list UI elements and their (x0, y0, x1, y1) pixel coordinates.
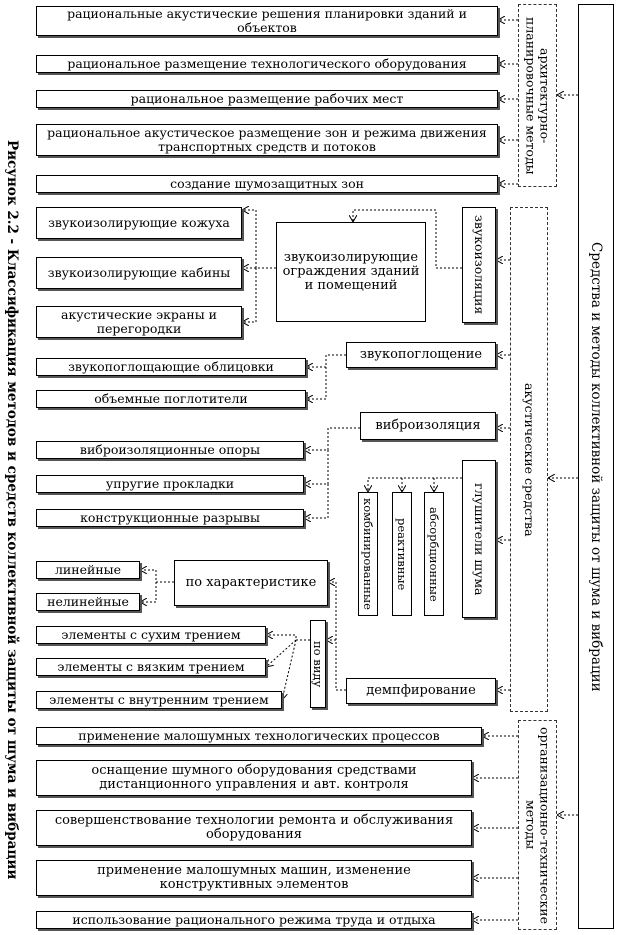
group-organizational-label: организационно-технические методы (523, 726, 553, 924)
soundproofing-label: звукоизоляция (472, 215, 487, 315)
by-characteristic-box: по характеристике (174, 560, 328, 606)
soundproof-item: акустические экраны и перегородки (36, 306, 242, 338)
silencer-type: комбинированные (358, 492, 378, 616)
type-item: элементы с внутренним трением (36, 691, 282, 709)
arch-item: создание шумозащитных зон (36, 175, 498, 193)
org-item: оснащение шумного оборудования средствами дистанционного управления и авт. контроля (36, 760, 472, 796)
silencer-type: абсорбционные (424, 492, 444, 616)
arch-item: рациональное размещение технологического оборудования (36, 55, 498, 73)
silencer-type: реактивные (392, 492, 412, 616)
absorption-item: объемные поглотители (36, 390, 306, 408)
silencers-label: глушители шума (472, 482, 487, 596)
arch-item: рациональное акустическое размещение зон и режима движения транспортных средств и потоков (36, 124, 498, 156)
group-architectural-label: архитектурно-планировочные методы (523, 16, 553, 175)
type-item: элементы с сухим трением (36, 626, 266, 644)
characteristic-item: нелинейные (36, 593, 140, 611)
damping-box: демпфирование (346, 678, 496, 704)
org-item: совершенствование технологии ремонта и обслуживания оборудования (36, 810, 472, 846)
org-item: использование рационального режима труда и отдыха (36, 911, 472, 929)
figure-caption: Рисунок 2.2 - Классификация методов и средств коллективной защиты от шума и вибрации (4, 140, 20, 880)
soundproofing-box (462, 207, 496, 323)
root-label: Средства и методы коллективной защиты от шума и вибрации (588, 241, 604, 692)
vibro-box: виброизоляция (360, 412, 496, 440)
silencers-box (462, 460, 496, 618)
absorption-item: звукопоглощающие облицовки (36, 358, 306, 376)
vibro-item: виброизоляционные опоры (36, 441, 304, 459)
characteristic-item: линейные (36, 561, 140, 579)
group-acoustic-label: акустические средства (522, 382, 537, 537)
arch-item: рациональное размещение рабочих мест (36, 90, 498, 108)
group-organizational (518, 720, 557, 930)
group-architectural (518, 4, 557, 187)
barriers-box: звукоизолирующие ограждения зданий и помещений (276, 222, 426, 322)
soundproof-item: звукоизолирующие кожуха (36, 207, 242, 239)
group-acoustic (510, 207, 548, 712)
org-item: применение малошумных машин, изменение конструктивных элементов (36, 860, 472, 896)
by-type-box: по виду (310, 620, 326, 708)
org-item: применение малошумных технологических процессов (36, 727, 482, 745)
absorption-box: звукопоглощение (346, 342, 496, 368)
vibro-item: упругие прокладки (36, 475, 304, 493)
soundproof-item: звукоизолирующие кабины (36, 257, 242, 289)
root-box (578, 4, 614, 929)
type-item: элементы с вязким трением (36, 658, 266, 676)
arch-item: рациональные акустические решения планировки зданий и объектов (36, 6, 498, 36)
vibro-item: конструкционные разрывы (36, 509, 304, 527)
